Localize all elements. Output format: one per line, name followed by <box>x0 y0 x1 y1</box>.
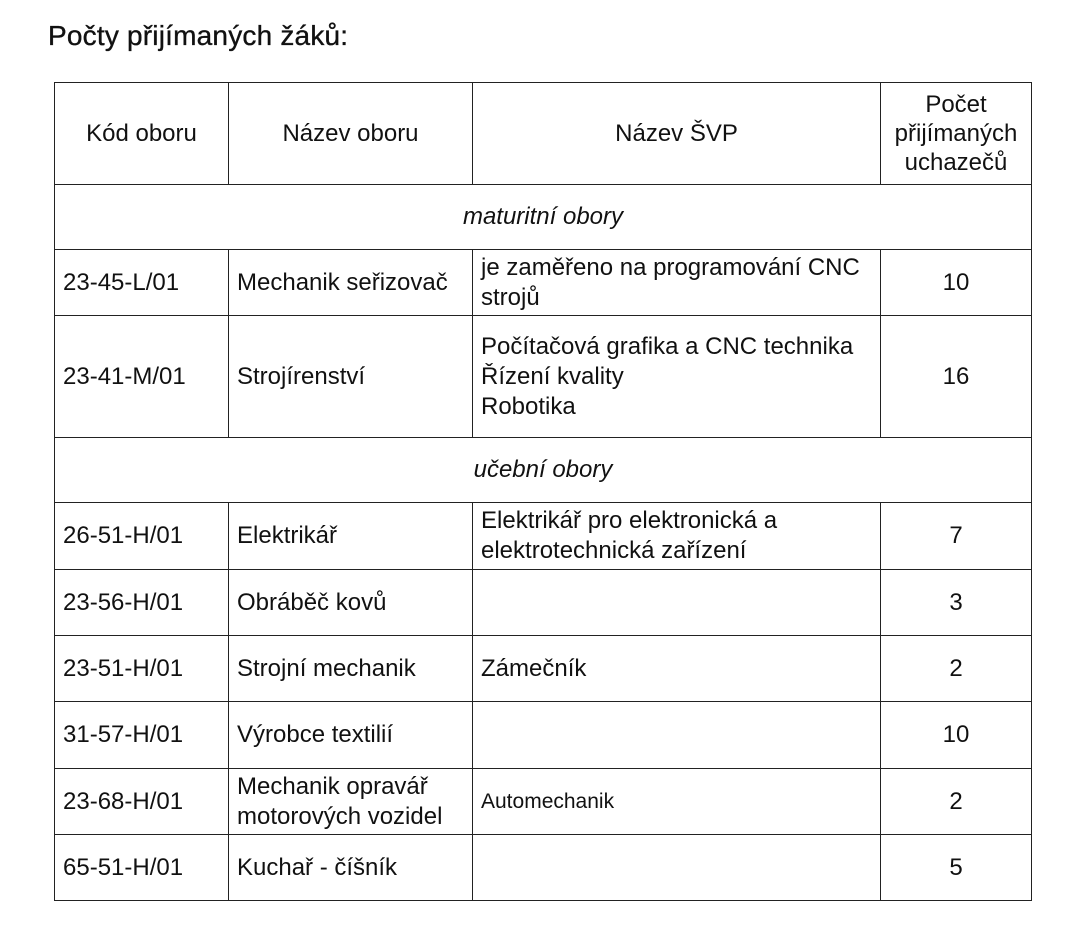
cell-name: Výrobce textilií <box>229 702 473 769</box>
cell-code: 23-45-L/01 <box>55 250 229 316</box>
cell-count: 16 <box>881 316 1032 438</box>
cell-count: 10 <box>881 702 1032 769</box>
page-title: Počty přijímaných žáků: <box>48 20 349 51</box>
cell-name: Kuchař - číšník <box>229 835 473 901</box>
svp-line: Zámečník <box>481 654 587 682</box>
section-row <box>55 185 1032 250</box>
cell-svp <box>473 769 881 835</box>
table-row <box>55 835 1032 901</box>
cell-count: 7 <box>881 503 1032 570</box>
cell-count: 2 <box>881 769 1032 835</box>
svp-line: Řízení kvality <box>481 362 624 390</box>
svp-line: Automechanik <box>481 789 615 813</box>
section-label: učební obory <box>55 438 1032 503</box>
cell-code: 65-51-H/01 <box>55 835 229 901</box>
cell-name: Obráběč kovů <box>229 570 473 636</box>
table-row <box>55 250 1032 316</box>
cell-name: Strojní mechanik <box>229 636 473 702</box>
svp-line: Počítačová grafika a CNC technika <box>481 332 854 360</box>
header-count-line: přijímaných <box>894 120 1018 147</box>
cell-name: Strojírenství <box>229 316 473 438</box>
cell-count: 3 <box>881 570 1032 636</box>
cell-svp <box>473 316 881 438</box>
section-row <box>55 438 1032 503</box>
header-code: Kód oboru <box>55 83 229 185</box>
header-count-line: uchazečů <box>904 149 1008 176</box>
table-row <box>55 570 1032 636</box>
cell-svp <box>473 503 881 570</box>
table-row <box>55 316 1032 438</box>
cell-code: 23-51-H/01 <box>55 636 229 702</box>
cell-name: Mechanik seřizovač <box>229 250 473 316</box>
cell-code: 31-57-H/01 <box>55 702 229 769</box>
cell-code: 23-68-H/01 <box>55 769 229 835</box>
header-name: Název oboru <box>229 83 473 185</box>
cell-svp <box>473 636 881 702</box>
cell-name: Elektrikář <box>229 503 473 570</box>
cell-code: 23-56-H/01 <box>55 570 229 636</box>
table-header <box>55 83 1032 185</box>
table-row <box>55 702 1032 769</box>
cell-count: 5 <box>881 835 1032 901</box>
cell-svp <box>473 570 881 636</box>
cell-code: 23-41-M/01 <box>55 316 229 438</box>
cell-count: 2 <box>881 636 1032 702</box>
svp-line: Robotika <box>481 392 576 420</box>
header-svp: Název ŠVP <box>473 83 881 185</box>
cell-svp <box>473 250 881 316</box>
header-row <box>55 83 1032 185</box>
section-label: maturitní obory <box>55 185 1032 250</box>
svp-line: Elektrikář pro elektronická a elektrotechnická zařízení <box>481 507 778 564</box>
cell-code: 26-51-H/01 <box>55 503 229 570</box>
admissions-table <box>54 82 1032 901</box>
header-count <box>881 83 1032 185</box>
header-count-line: Počet <box>925 91 987 118</box>
table-row <box>55 503 1032 570</box>
cell-svp <box>473 702 881 769</box>
cell-name: Mechanik opravář motorových vozidel <box>229 769 473 835</box>
svp-line: je zaměřeno na programování CNC strojů <box>481 253 860 311</box>
table-row <box>55 769 1032 835</box>
table-body <box>55 185 1032 901</box>
cell-svp <box>473 835 881 901</box>
table-row <box>55 636 1032 702</box>
cell-count: 10 <box>881 250 1032 316</box>
